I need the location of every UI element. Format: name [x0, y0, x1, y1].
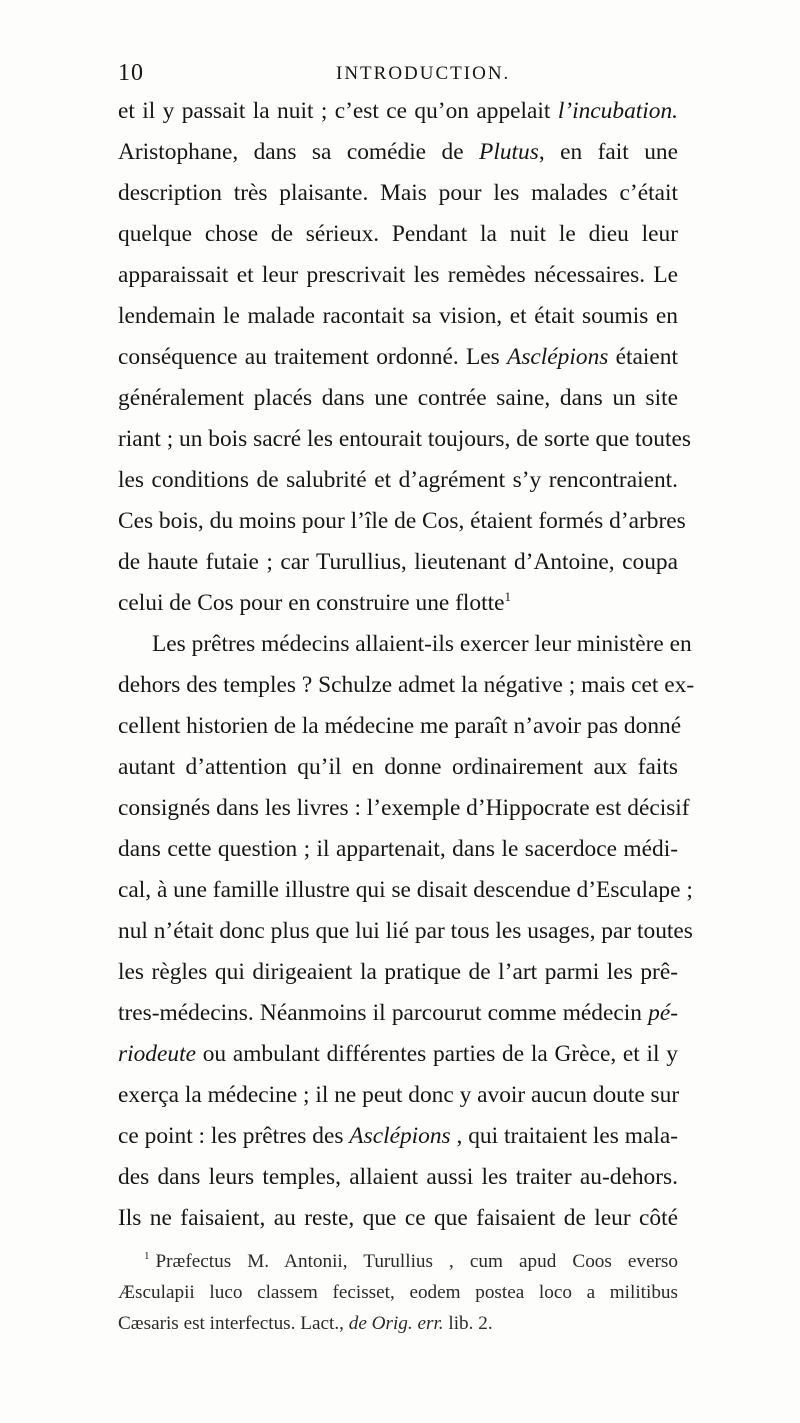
text-line: et il y passait la nuit ; c’est ce qu’on appelait l’incubation. — [118, 98, 678, 124]
paragraph-start-line: Les prêtres médecins allaient-ils exercer leur ministère en — [152, 631, 692, 657]
text-line: cellent historien de la médecine me paraît n’avoir pas donné — [118, 713, 682, 739]
text-line: riant ; un bois sacré les entourait toujours, de sorte que toutes — [118, 426, 691, 452]
text-line: autant d’attention qu’il en donne ordinairement aux faits — [118, 754, 678, 780]
cited-work-title: de Orig. err. — [348, 1313, 444, 1334]
text-line: Ces bois, du moins pour l’île de Cos, étaient formés d’arbres — [118, 508, 686, 534]
footnote-reference: 1 — [504, 589, 511, 604]
footnote-line: $^1$ Præfectus M. Antonii, Turullius , cum apud Coos everso — [144, 1250, 678, 1272]
footnote-line: Cæsaris est interfectus. Lact., de Orig. err. lib. 2. — [118, 1313, 493, 1334]
footnote-line: Æsculapii luco classem fecisset, eodem postea loco a militibus — [118, 1282, 678, 1303]
text-line: riodeute ou ambulant différentes parties de la Grèce, et il y — [118, 1041, 678, 1067]
text-line: dans cette question ; il appartenait, dans le sacerdoce médi- — [118, 836, 678, 862]
running-head: INTRODUCTION. — [336, 63, 511, 84]
page-number: 10 — [118, 60, 144, 86]
text-line: quelque chose de sérieux. Pendant la nuit le dieu leur — [118, 221, 678, 247]
text-line: les règles qui dirigeaient la pratique de l’art parmi les prê- — [118, 959, 678, 985]
text-line: description très plaisante. Mais pour les malades c’était — [118, 180, 678, 206]
text-line: lendemain le malade racontait sa vision, et était soumis en — [118, 303, 678, 329]
text-line: Aristophane, dans sa comédie de Plutus, en fait une — [118, 139, 678, 165]
text-line: de haute futaie ; car Turullius, lieutenant d’Antoine, coupa — [118, 549, 678, 575]
footnote — [118, 1246, 678, 1339]
text-line: des dans leurs temples, allaient aussi les traiter au-dehors. — [118, 1164, 678, 1190]
text-line: consignés dans les livres : l’exemple d’Hippocrate est décisif — [118, 795, 690, 821]
text-line: les conditions de salubrité et d’agrément s’y rencontraient. — [118, 467, 678, 493]
text-line: nul n’était donc plus que lui lié par tous les usages, par toutes — [118, 918, 693, 944]
text-line: exerça la médecine ; il ne peut donc y avoir aucun doute sur — [118, 1082, 680, 1108]
footnote-mark: 1 — [144, 1250, 150, 1262]
text-line: ce point : les prêtres des Asclépions , qui traitaient les mala- — [118, 1123, 679, 1149]
text-line: généralement placés dans une contrée saine, dans un site — [118, 385, 678, 411]
body-text — [118, 91, 695, 1239]
text-line: cal, à une famille illustre qui se disait descendue d’Esculape ; — [118, 877, 693, 903]
text-line: apparaissait et leur prescrivait les remèdes nécessaires. Le — [118, 262, 678, 288]
text-line: Ils ne faisaient, au reste, que ce que faisaient de leur côté — [118, 1205, 678, 1231]
text-line: conséquence au traitement ordonné. Les Asclépions étaient — [118, 344, 678, 370]
text-line: tres-médecins. Néanmoins il parcourut comme médecin pé- — [118, 1000, 678, 1026]
text-line: dehors des temples ? Schulze admet la négative ; mais cet ex- — [118, 672, 695, 698]
text-line: celui de Cos pour en construire une flotte$^1$ — [118, 589, 511, 616]
